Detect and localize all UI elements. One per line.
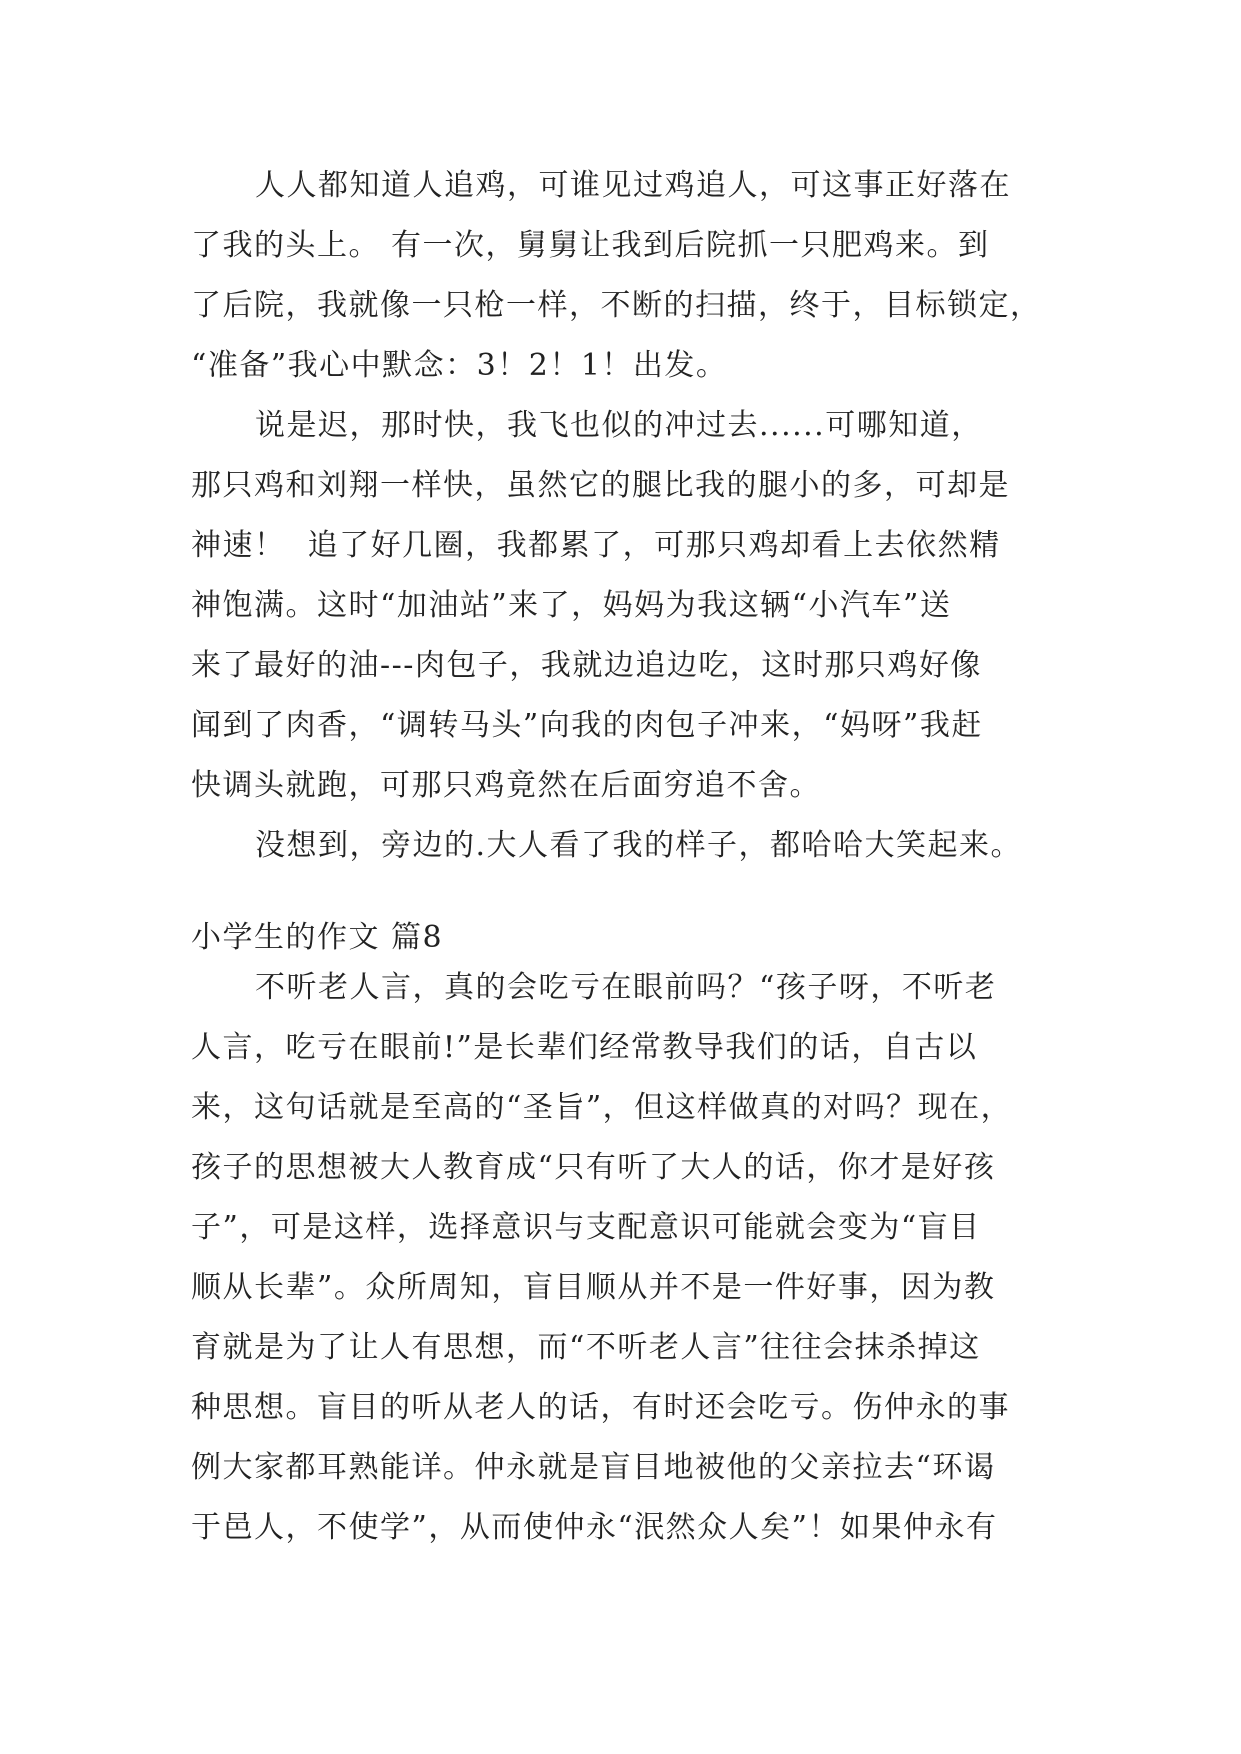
paragraph-line: 了后院，我就像一只枪一样，不断的扫描，终于，目标锁定， (191, 288, 1042, 323)
essay-title: 小学生的作文 篇8 (191, 920, 444, 955)
paragraph-line: 子”，可是这样，选择意识与支配意识可能就会变为“盲目 (191, 1210, 981, 1245)
paragraph-line: 没想到，旁边的.大人看了我的样子，都哈哈大笑起来。 (255, 828, 1023, 863)
paragraph-line: 育就是为了让人有思想，而“不听老人言”往往会抹杀掉这 (191, 1330, 981, 1365)
paragraph-line: 闻到了肉香，“调转马头”向我的肉包子冲来，“妈呀”我赶 (191, 708, 983, 743)
paragraph-line: 神饱满。这时“加油站”来了，妈妈为我这辆“小汽车”送 (191, 588, 952, 623)
paragraph-line: 快调头就跑，可那只鸡竟然在后面穷追不舍。 (191, 768, 821, 803)
paragraph-line: 不听老人言，真的会吃亏在眼前吗？“孩子呀，不听老 (255, 970, 997, 1005)
essay-section (191, 958, 1071, 1558)
paragraph-line: 种思想。盲目的听从老人的话，有时还会吃亏。伤仲永的事 (191, 1390, 1010, 1425)
paragraph-line: 人人都知道人追鸡，可谁见过鸡追人，可这事正好落在 (255, 168, 1011, 203)
paragraph-line: 人言，吃亏在眼前!”是长辈们经常教导我们的话，自古以 (191, 1030, 978, 1065)
paragraph-line: 孩子的思想被大人教育成“只有听了大人的话，你才是好孩 (191, 1150, 996, 1185)
paragraph-line: 例大家都耳熟能详。仲永就是盲目地被他的父亲拉去“环谒 (191, 1450, 996, 1485)
paragraph-line: 来了最好的油---肉包子，我就边追边吃，这时那只鸡好像 (191, 648, 982, 683)
paragraph-line: 顺从长辈”。众所周知，盲目顺从并不是一件好事，因为教 (191, 1270, 996, 1305)
story-section (191, 156, 1071, 876)
paragraph-line: 了我的头上。 有一次，舅舅让我到后院抓一只肥鸡来。到 (191, 228, 990, 263)
paragraph-line: 来，这句话就是至高的“圣旨”，但这样做真的对吗？现在， (191, 1090, 1013, 1125)
paragraph-line: 那只鸡和刘翔一样快，虽然它的腿比我的腿小的多，可却是 (191, 468, 1010, 503)
paragraph-line: 神速！ 追了好几圈，我都累了，可那只鸡却看上去依然精 (191, 528, 1001, 563)
paragraph-line: 于邑人，不使学”，从而使仲永“泯然众人矣”！如果仲永有 (191, 1510, 998, 1545)
paragraph-line: 说是迟，那时快，我飞也似的冲过去......可哪知道， (255, 408, 983, 443)
paragraph-line: “准备”我心中默念：3！2！1！出发。 (191, 348, 728, 383)
